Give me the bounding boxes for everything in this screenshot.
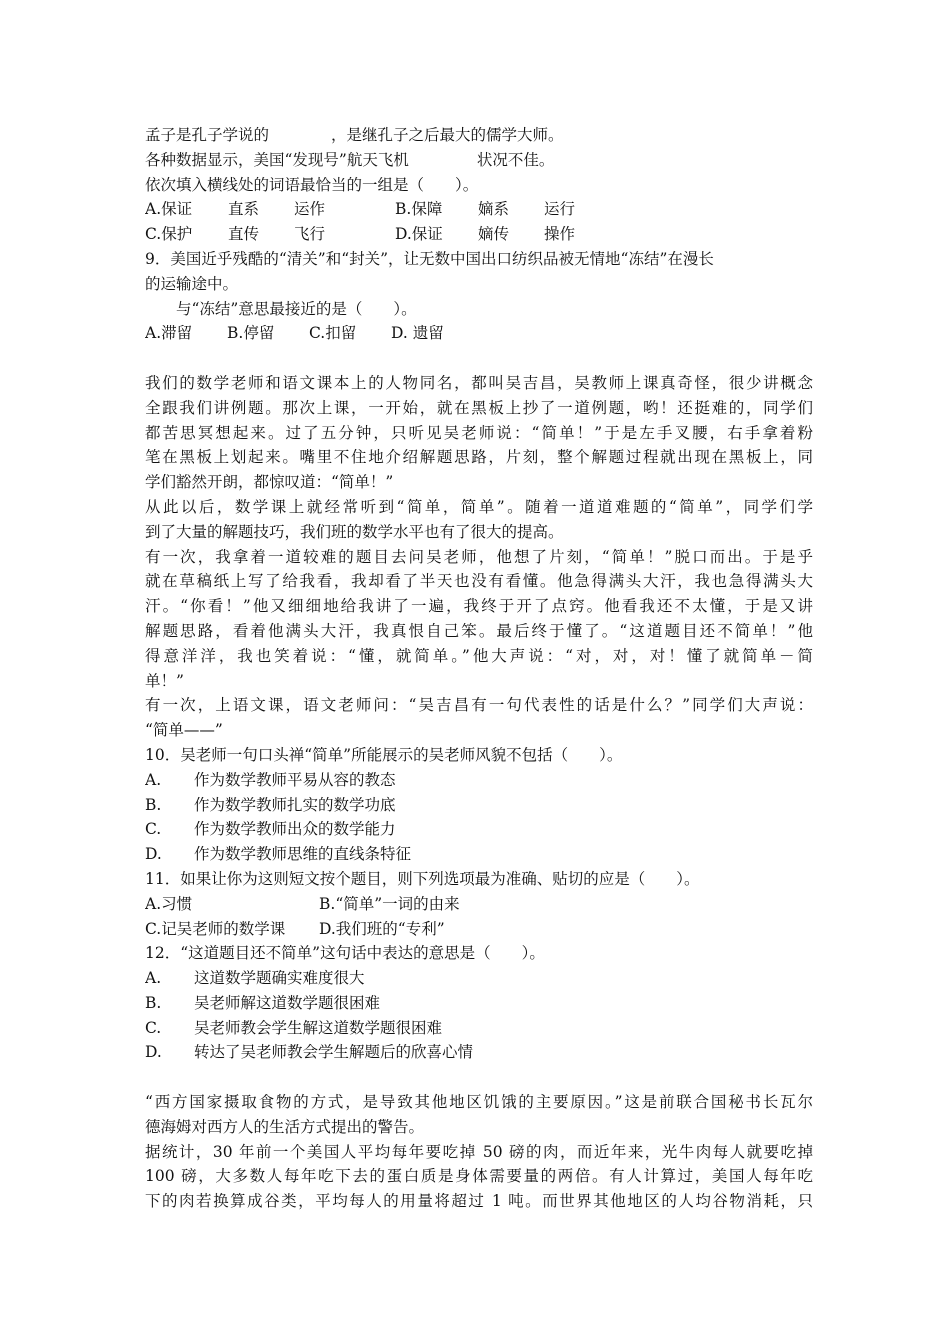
passage-1-line: “简单——” <box>145 721 223 740</box>
option-label: C. <box>145 1018 162 1037</box>
option-text: 吴老师教会学生解这道数学题很困难 <box>194 1018 443 1037</box>
passage-1-line: 学们豁然开朗，都惊叹道：“简单！” <box>145 473 394 492</box>
passage-1-line: 解题思路，看着他满头大汗，我真恨自己笨。最后终于懂了。“这道题目还不简单！”他 <box>145 621 813 640</box>
q11-option-b: B.“简单”一词的由来 <box>319 894 460 913</box>
q9-option-b: B.停留 <box>227 324 275 343</box>
q9-options <box>145 321 813 346</box>
passage-2-line: “西方国家摄取食物的方式，是导致其他地区饥饿的主要原因。”这是前联合国秘书长瓦尔 <box>145 1093 813 1112</box>
passage-1-line: 我们的数学老师和语文课本上的人物同名，都叫吴吉昌，吴教师上课真奇怪，很少讲概念 <box>145 373 813 392</box>
q8-options-row-2 <box>145 222 813 247</box>
q11-stem: 11．如果让你为这则短文按个题目，则下列选项最为准确、贴切的应是（ ）。 <box>145 869 700 888</box>
q11-options-row-2 <box>145 917 813 942</box>
q8-option-d-word-2: 嫡传 <box>478 225 510 244</box>
q9-option-a: A.滞留 <box>145 324 193 343</box>
q8-option-c-word-3: 飞行 <box>294 225 326 244</box>
q8-options-row-1 <box>145 197 813 222</box>
passage-1-line: 有一次，我拿着一道较难的题目去问吴老师，他想了片刻，“简单！”脱口而出。于是乎 <box>145 547 813 566</box>
q11-options-row-1 <box>145 892 813 917</box>
q8-sentence-1-part-a: 孟子是孔子学说的 <box>145 126 270 144</box>
q10-option-d <box>145 842 813 867</box>
q12-option-a <box>145 966 813 991</box>
q11-option-a: A.习惯 <box>145 894 193 913</box>
option-label: C. <box>145 820 162 839</box>
passage-1-line: 都苦思冥想起来。过了五分钟，只听见吴老师说：“简单！”于是左手叉腰，右手拿着粉 <box>145 423 813 442</box>
q10-option-b <box>145 793 813 818</box>
passage-1-line: 到了大量的解题技巧，我们班的数学水平也有了很大的提高。 <box>145 522 564 541</box>
q9-prompt: 与“冻结”意思最接近的是（ ）。 <box>176 299 417 318</box>
q8-sentence-2-part-a: 各种数据显示，美国“发现号”航天飞机 <box>145 150 409 169</box>
q8-option-d-word-3: 操作 <box>544 225 576 244</box>
passage-1-line: 得意洋洋，我也笑着说：“懂，就简单。”他大声说：“对，对，对！懂了就简单－简 <box>145 646 813 665</box>
option-text: 作为数学教师平易从容的教态 <box>194 770 396 789</box>
option-text: 作为数学教师出众的数学能力 <box>194 820 396 839</box>
option-label: B. <box>145 993 162 1012</box>
option-label: A. <box>145 969 162 988</box>
q8-option-a-word-3: 运作 <box>294 200 326 219</box>
passage-1-line: 单！” <box>145 671 184 690</box>
q9-option-d: D. 遗留 <box>391 324 444 343</box>
option-text: 这道数学题确实难度很大 <box>194 969 365 988</box>
q12-stem: 12．“这道题目还不简单”这句话中表达的意思是（ ）。 <box>145 944 545 963</box>
option-text: 转达了吴老师教会学生解题后的欣喜心情 <box>194 1043 474 1062</box>
q9-option-c: C.扣留 <box>309 324 357 343</box>
q8-prompt: 依次填入横线处的词语最恰当的一组是（ ）。 <box>145 175 479 194</box>
q10-stem: 10．吴老师一句口头禅“简单”所能展示的吴老师风貌不包括（ ）。 <box>145 745 623 764</box>
q8-option-c-word-2: 直传 <box>228 225 260 244</box>
q8-sentence-2-part-b: 状况不佳。 <box>476 150 555 169</box>
passage-2-line: 下的肉若换算成谷类，平均每人的用量将超过 1 吨。而世界其他地区的人均谷物消耗，只 <box>145 1192 813 1211</box>
q8-sentence-1 <box>145 123 813 148</box>
q8-option-d-word-1: D.保证 <box>395 225 443 244</box>
q10-option-a <box>145 768 813 793</box>
passage-1-line: 有一次，上语文课，语文老师问：“吴吉昌有一句代表性的话是什么？”同学们大声说： <box>145 696 813 715</box>
q12-option-d <box>145 1040 813 1065</box>
passage-1-line: 从此以后，数学课上就经常听到“简单，简单”。随着一道道难题的“简单”，同学们学 <box>145 497 813 516</box>
q8-option-c-word-1: C.保护 <box>145 225 193 244</box>
q10-option-c <box>145 817 813 842</box>
q8-sentence-1-part-b: ，是继孔子之后最大的儒学大师。 <box>331 126 564 144</box>
option-label: D. <box>145 845 162 864</box>
q8-option-b-word-2: 嫡系 <box>478 200 510 219</box>
q8-option-a-word-2: 直系 <box>228 200 260 219</box>
option-label: B. <box>145 795 162 814</box>
blank-line <box>145 1065 813 1090</box>
passage-2-line: 据统计，30 年前一个美国人平均每年要吃掉 50 磅的肉，而近年来，光牛肉每人就要吃掉 <box>145 1142 813 1161</box>
q11-option-c: C.记吴老师的数学课 <box>145 919 286 938</box>
passage-1-line: 笔在黑板上划起来。嘴里不住地介绍解题思路，片刻，整个解题过程就出现在黑板上，同 <box>145 448 813 467</box>
passage-2-line: 德海姆对西方人的生活方式提出的警告。 <box>145 1117 425 1136</box>
q11-option-d: D.我们班的“专利” <box>319 919 445 938</box>
document-text <box>145 123 813 1214</box>
q9-stem-line-1: 9．美国近乎残酷的“清关”和“封关”，让无数中国出口纺织品被无情地“冻结”在漫长 <box>145 249 714 268</box>
blank-line <box>145 346 813 371</box>
q12-option-b <box>145 991 813 1016</box>
option-label: A. <box>145 770 162 789</box>
passage-2-line: 100 磅，大多数人每年吃下去的蛋白质是身体需要量的两倍。有人计算过，美国人每年吃 <box>145 1167 813 1186</box>
q8-option-a-word-1: A.保证 <box>145 200 193 219</box>
option-text: 吴老师解这道数学题很困难 <box>194 993 381 1012</box>
passage-1-line: 就在草稿纸上写了给我看，我却看了半天也没有看懂。他急得满头大汗，我也急得满头大 <box>145 572 813 591</box>
option-text: 作为数学教师思维的直线条特征 <box>194 845 412 864</box>
passage-1-line: 全跟我们讲例题。那次上课，一开始，就在黑板上抄了一道例题，哟！还挺难的，同学们 <box>145 398 813 417</box>
option-text: 作为数学教师扎实的数学功底 <box>194 795 396 814</box>
q9-stem-line-2: 的运输途中。 <box>145 274 239 293</box>
q8-option-b-word-3: 运行 <box>544 200 576 219</box>
q8-sentence-2 <box>145 148 813 173</box>
q8-option-b-word-1: B.保障 <box>395 200 443 219</box>
q12-option-c <box>145 1016 813 1041</box>
option-label: D. <box>145 1043 162 1062</box>
passage-1-line: 汗。“你看！”他又细细地给我讲了一遍，我终于开了点窍。他看我还不太懂，于是又讲 <box>145 597 813 616</box>
